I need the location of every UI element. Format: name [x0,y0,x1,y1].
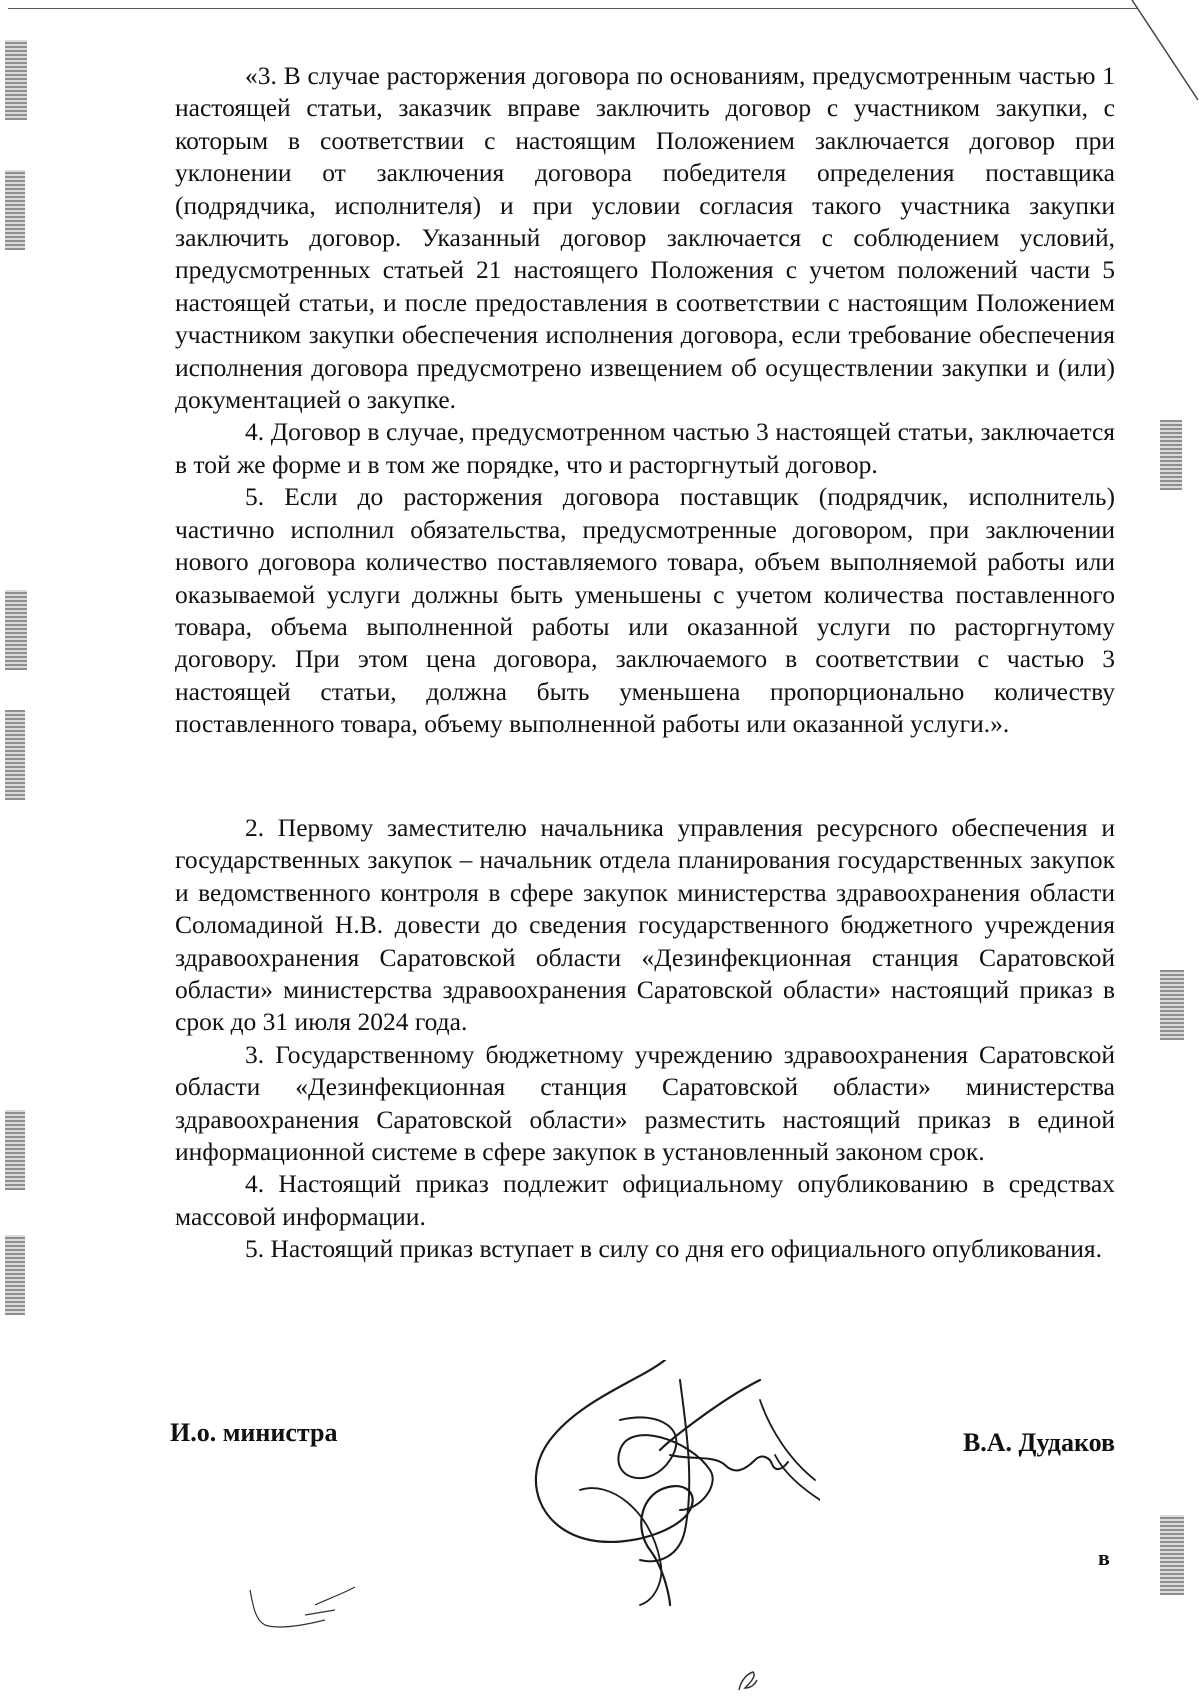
scan-speck [5,1110,25,1190]
paragraph: 3. Государственному бюджетному учреждению здравоохранения Саратовской области «Дезинфекционная станция Саратовской области» министерства здравоохранения Саратовской области» разместить настоящий приказ в единой информационной системе в сфере закупок в установленный законом срок. [175,1039,1115,1167]
scan-speck [5,710,25,800]
scan-speck [1160,420,1182,490]
order-items-block [175,812,1115,1266]
scan-speck [1160,1515,1184,1595]
signatory-title: И.о. министра [170,1418,338,1447]
margin-scribble [245,1585,360,1635]
scan-speck [5,40,27,120]
handwritten-signature [520,1360,820,1610]
signatory-name: В.А. Дудаков [962,1428,1115,1457]
paragraph: «3. В случае расторжения договора по основаниям, предусмотренным частью 1 настоящей статьи, заказчик вправе заключить договор с участником закупки, с которым в соответствии с настоящим Положением заключается договор при уклонении от заключения договора победителя определения поставщика (подрядчика, исполнителя) и при условии согласия такого участника закупки заключить договор. Указанный договор заключается с соблюдением условий, предусмотренных статьей 21 настоящего Положения с учетом положений части 5 настоящей статьи, и после предоставления в соответствии с настоящим Положением участником закупки обеспечения исполнения договора, если требование обеспечения исполнения договора предусмотрено извещением об осуществлении закупки и (или) документацией о закупке. [175,61,1115,415]
scan-speck [5,170,25,250]
paragraph: 5. Если до расторжения договора поставщик (подрядчик, исполнитель) частично исполнил обязательства, предусмотренные договором, при заключении нового договора количество поставляемого товара, объем выполняемой работы или оказываемой услуги должны быть уменьшены с учетом количества поставленного товара, объема выполненной работы или оказанной услуги по расторгнутому договору. При этом цена договора, заключаемого в соответствии с частью 3 настоящей статьи, должна быть уменьшена пропорционально количеству поставленного товара, объему выполненной работы или оказанной услуги.». [175,482,1115,739]
paragraph: 4. Договор в случае, предусмотренном частью 3 настоящей статьи, заключается в той же форме и в том же порядке, что и расторгнутый договор. [175,417,1115,479]
paragraph: 4. Настоящий приказ подлежит официальному опубликованию в средствах массовой информации. [175,1169,1115,1231]
paragraph: 5. Настоящий приказ вступает в силу со дня его официального опубликования. [245,1234,1102,1264]
margin-scribble [735,1670,760,1692]
scan-speck [5,1235,25,1315]
scan-speck [1160,970,1184,1040]
scan-edge-line [8,8,1138,9]
amendment-text-block [175,60,1115,741]
paragraph: 2. Первому заместителю начальника управления ресурсного обеспечения и государственных закупок – начальник отдела планирования государственных закупок и ведомственного контроля в сфере закупок министерства здравоохранения области Соломадиной Н.В. довести до сведения государственного бюджетного учреждения здравоохранения Саратовской области «Дезинфекционная станция Саратовской области» министерства здравоохранения Саратовской области» настоящий приказ в срок до 31 июля 2024 года. [175,813,1115,1037]
folded-corner-mark [1130,0,1200,110]
scan-speck [5,590,27,670]
corner-mark: в [1098,1545,1110,1570]
